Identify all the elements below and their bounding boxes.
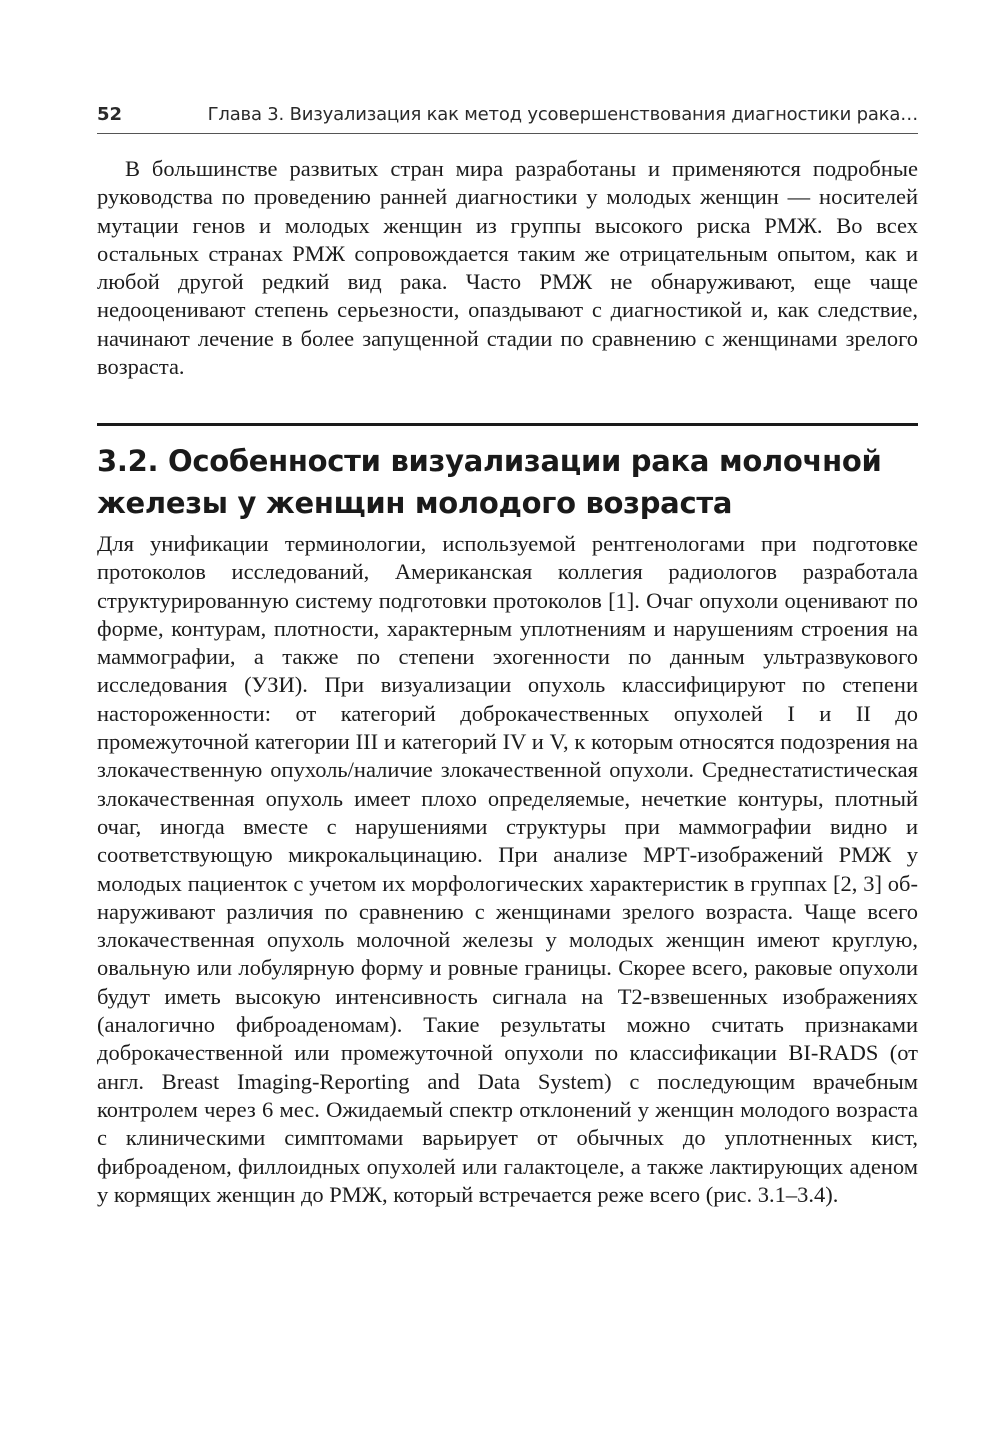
section-heading-line-2: железы у женщин молодого возраста [97,486,733,520]
section-heading [97,440,918,524]
section-heading-line-1: 3.2. Особенности визуализации рака молочной [97,444,882,478]
section-divider [97,423,918,426]
header-divider [97,133,918,134]
running-header [97,101,918,131]
main-paragraph: Для унификации терминологии, используемой рентгенологами при подготовке протоколов исследований, Американская коллегия радиологов разработала структурированную систему подготовки протоколов [1]. Очаг опухоли оценивают по форме, контурам, плотности, характерным уплотнениям и нарушениям строения на маммографии, а также по степени эхогенности по данным ультразвукового исследования (УЗИ). При визуализации опухоль классифицируют по степени настороженности: от категорий доброкачественных опухолей I и II до промежуточной категории III и категорий IV и V, к которым относятся подозрения на злокачественную опухоль/наличие злокачественной опухоли. Среднестатистическая злокачественная опухоль имеет плохо определяемые, нечеткие контуры, плотный очаг, иногда вместе с нарушениями структуры при маммографии видно и соответствующую микрокальцинацию. При анализе МРТ-изображений РМЖ у молодых пациенток с учетом их морфологических характеристик в группах [2, 3] обнаруживают различия по сравнению с женщинами зрелого возраста. Чаще всего злокачественная опухоль молочной железы у молодых женщин имеют круглую, овальную или лобулярную форму и ровные границы. Скорее всего, раковые опухоли будут иметь высокую интенсивность сигнала на Т2-взвешенных изображениях (аналогично фиброаденомам). Такие результаты можно считать признаками доброкачественной или промежуточной опухоли по классификации BI-RADS (от англ. Breast Imaging-Reporting and Data System) с последующим врачебным контролем через 6 мес. Ожидаемый спектр отклонений у женщин молодого возраста с клиническими симптомами варьирует от обычных до уплотненных кист, фиброаденом, филлоидных опухолей или галактоцеле, а также лактирующих аденом у кормящих женщин до РМЖ, который встречается реже всего (рис. 3.1–3.4). [97,531,918,1207]
chapter-title: Глава 3. Визуализация как метод усовершенствования диагностики рака… [207,104,918,125]
page-number: 52 [97,104,123,125]
intro-paragraph: В большинстве развитых стран мира разработаны и применяются подробные руководства по проведению ранней диагностики у молодых женщин — носителей мутации генов и молодых женщин из группы высокого риска РМЖ. Во всех остальных странах РМЖ сопровождается таким же отрицательным опытом, как и любой другой редкий вид рака. Часто РМЖ не обнаруживают, еще чаще недооценивают степень серьезности, опаздывают с диагностикой и, как следствие, начинают лечение в более запущенной стадии по сравнению с женщинами зрелого возраста. [97,156,918,380]
